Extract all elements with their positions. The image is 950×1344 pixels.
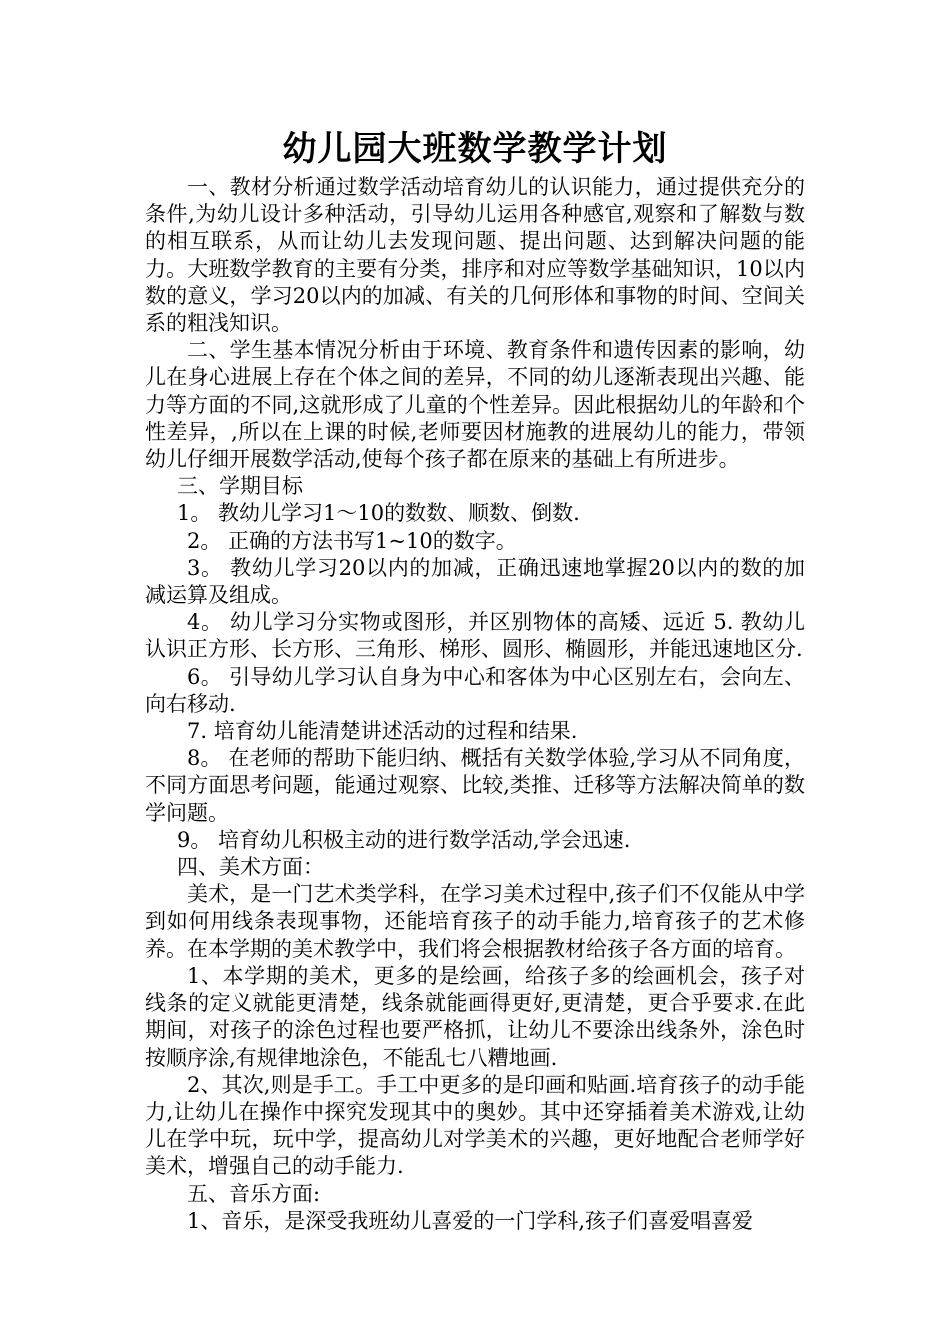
paragraph: 五、音乐方面: xyxy=(187,1181,321,1206)
paragraph: 四、美术方面： xyxy=(177,855,324,880)
paragraph: 美术，是一门艺术类学科，在学习美术过程中,孩子们不仅能从中学到如何用线条表现事物，还能培育孩子的动手能力,培育孩子的艺术修养。在本学期的美术教学中，我们将会根据教材给孩子各方面的培育。 xyxy=(145,882,805,961)
paragraph: 1、本学期的美术，更多的是绘画，给孩子多的绘画机会，孩子对线条的定义就能更清楚，线条就能画得更好,更清楚，更合乎要求.在此期间，对孩子的涂色过程也要严格抓，让幼儿不要涂出线条外，涂色时按顺序涂,有规律地涂色，不能乱七八糟地画. xyxy=(145,963,805,1070)
paragraph: 三、学期目标 xyxy=(177,474,303,499)
document-body xyxy=(145,174,805,1235)
paragraph: 3。 教幼儿学习20以内的加减，正确迅速地掌握20以内的数的加减运算及组成。 xyxy=(145,555,805,608)
paragraph: 2。 正确的方法书写1~10的数字。 xyxy=(187,528,517,553)
paragraph: 6。 引导幼儿学习认自身为中心和客体为中心区别左右，会向左、向右移动. xyxy=(145,664,805,716)
document-title: 幼儿园大班数学教学计划 xyxy=(282,129,668,169)
paragraph: 1。 教幼儿学习1～10的数数、顺数、倒数. xyxy=(177,501,580,526)
paragraph: 8。 在老师的帮助下能归纳、概括有关数学体验,学习从不同角度，不同方面思考问题，能通过观察、比较,类推、迁移等方法解决简单的数学问题。 xyxy=(145,746,805,825)
paragraph: 7. 培育幼儿能清楚讲述活动的过程和结果. xyxy=(187,719,578,744)
paragraph: 9。 培育幼儿积极主动的进行数学活动,学会迅速. xyxy=(177,827,631,852)
paragraph: 2、其次,则是手工。手工中更多的是印画和贴画.培育孩子的动手能力,让幼儿在操作中探究发现其中的奥妙。其中还穿插着美术游戏,让幼儿在学中玩，玩中学，提高幼儿对学美术的兴趣，更好地配合老师学好美术，增强自己的动手能力. xyxy=(145,1072,805,1179)
paragraph: 4。 幼儿学习分实物或图形，并区别物体的高矮、远近 5. 教幼儿认识正方形、长方形、三角形、梯形、圆形、椭圆形，并能迅速地区分. xyxy=(145,610,805,662)
paragraph: 1、音乐，是深受我班幼儿喜爱的一门学科,孩子们喜爱唱喜爱 xyxy=(187,1208,754,1233)
paragraph: 二、学生基本情况分析由于环境、教育条件和遗传因素的影响，幼儿在身心进展上存在个体之间的差异，不同的幼儿逐渐表现出兴趣、能力等方面的不同,这就形成了儿童的个性差异。因此根据幼儿的年龄和个性差异，,所以在上课的时候,老师要因材施教的进展幼儿的能力，带领幼儿仔细开展数学活动,使每个孩子都在原来的基础上有所进步。 xyxy=(145,338,805,472)
paragraph: 一、教材分析通过数学活动培育幼儿的认识能力，通过提供充分的条件,为幼儿设计多种活动，引导幼儿运用各种感官,观察和了解数与数的相互联系，从而让幼儿去发现问题、提出问题、达到解决问题的能力。大班数学教育的主要有分类，排序和对应等数学基础知识，10以内数的意义，学习20以内的加减、有关的几何形体和事物的时间、空间关系的粗浅知识。 xyxy=(145,175,805,336)
